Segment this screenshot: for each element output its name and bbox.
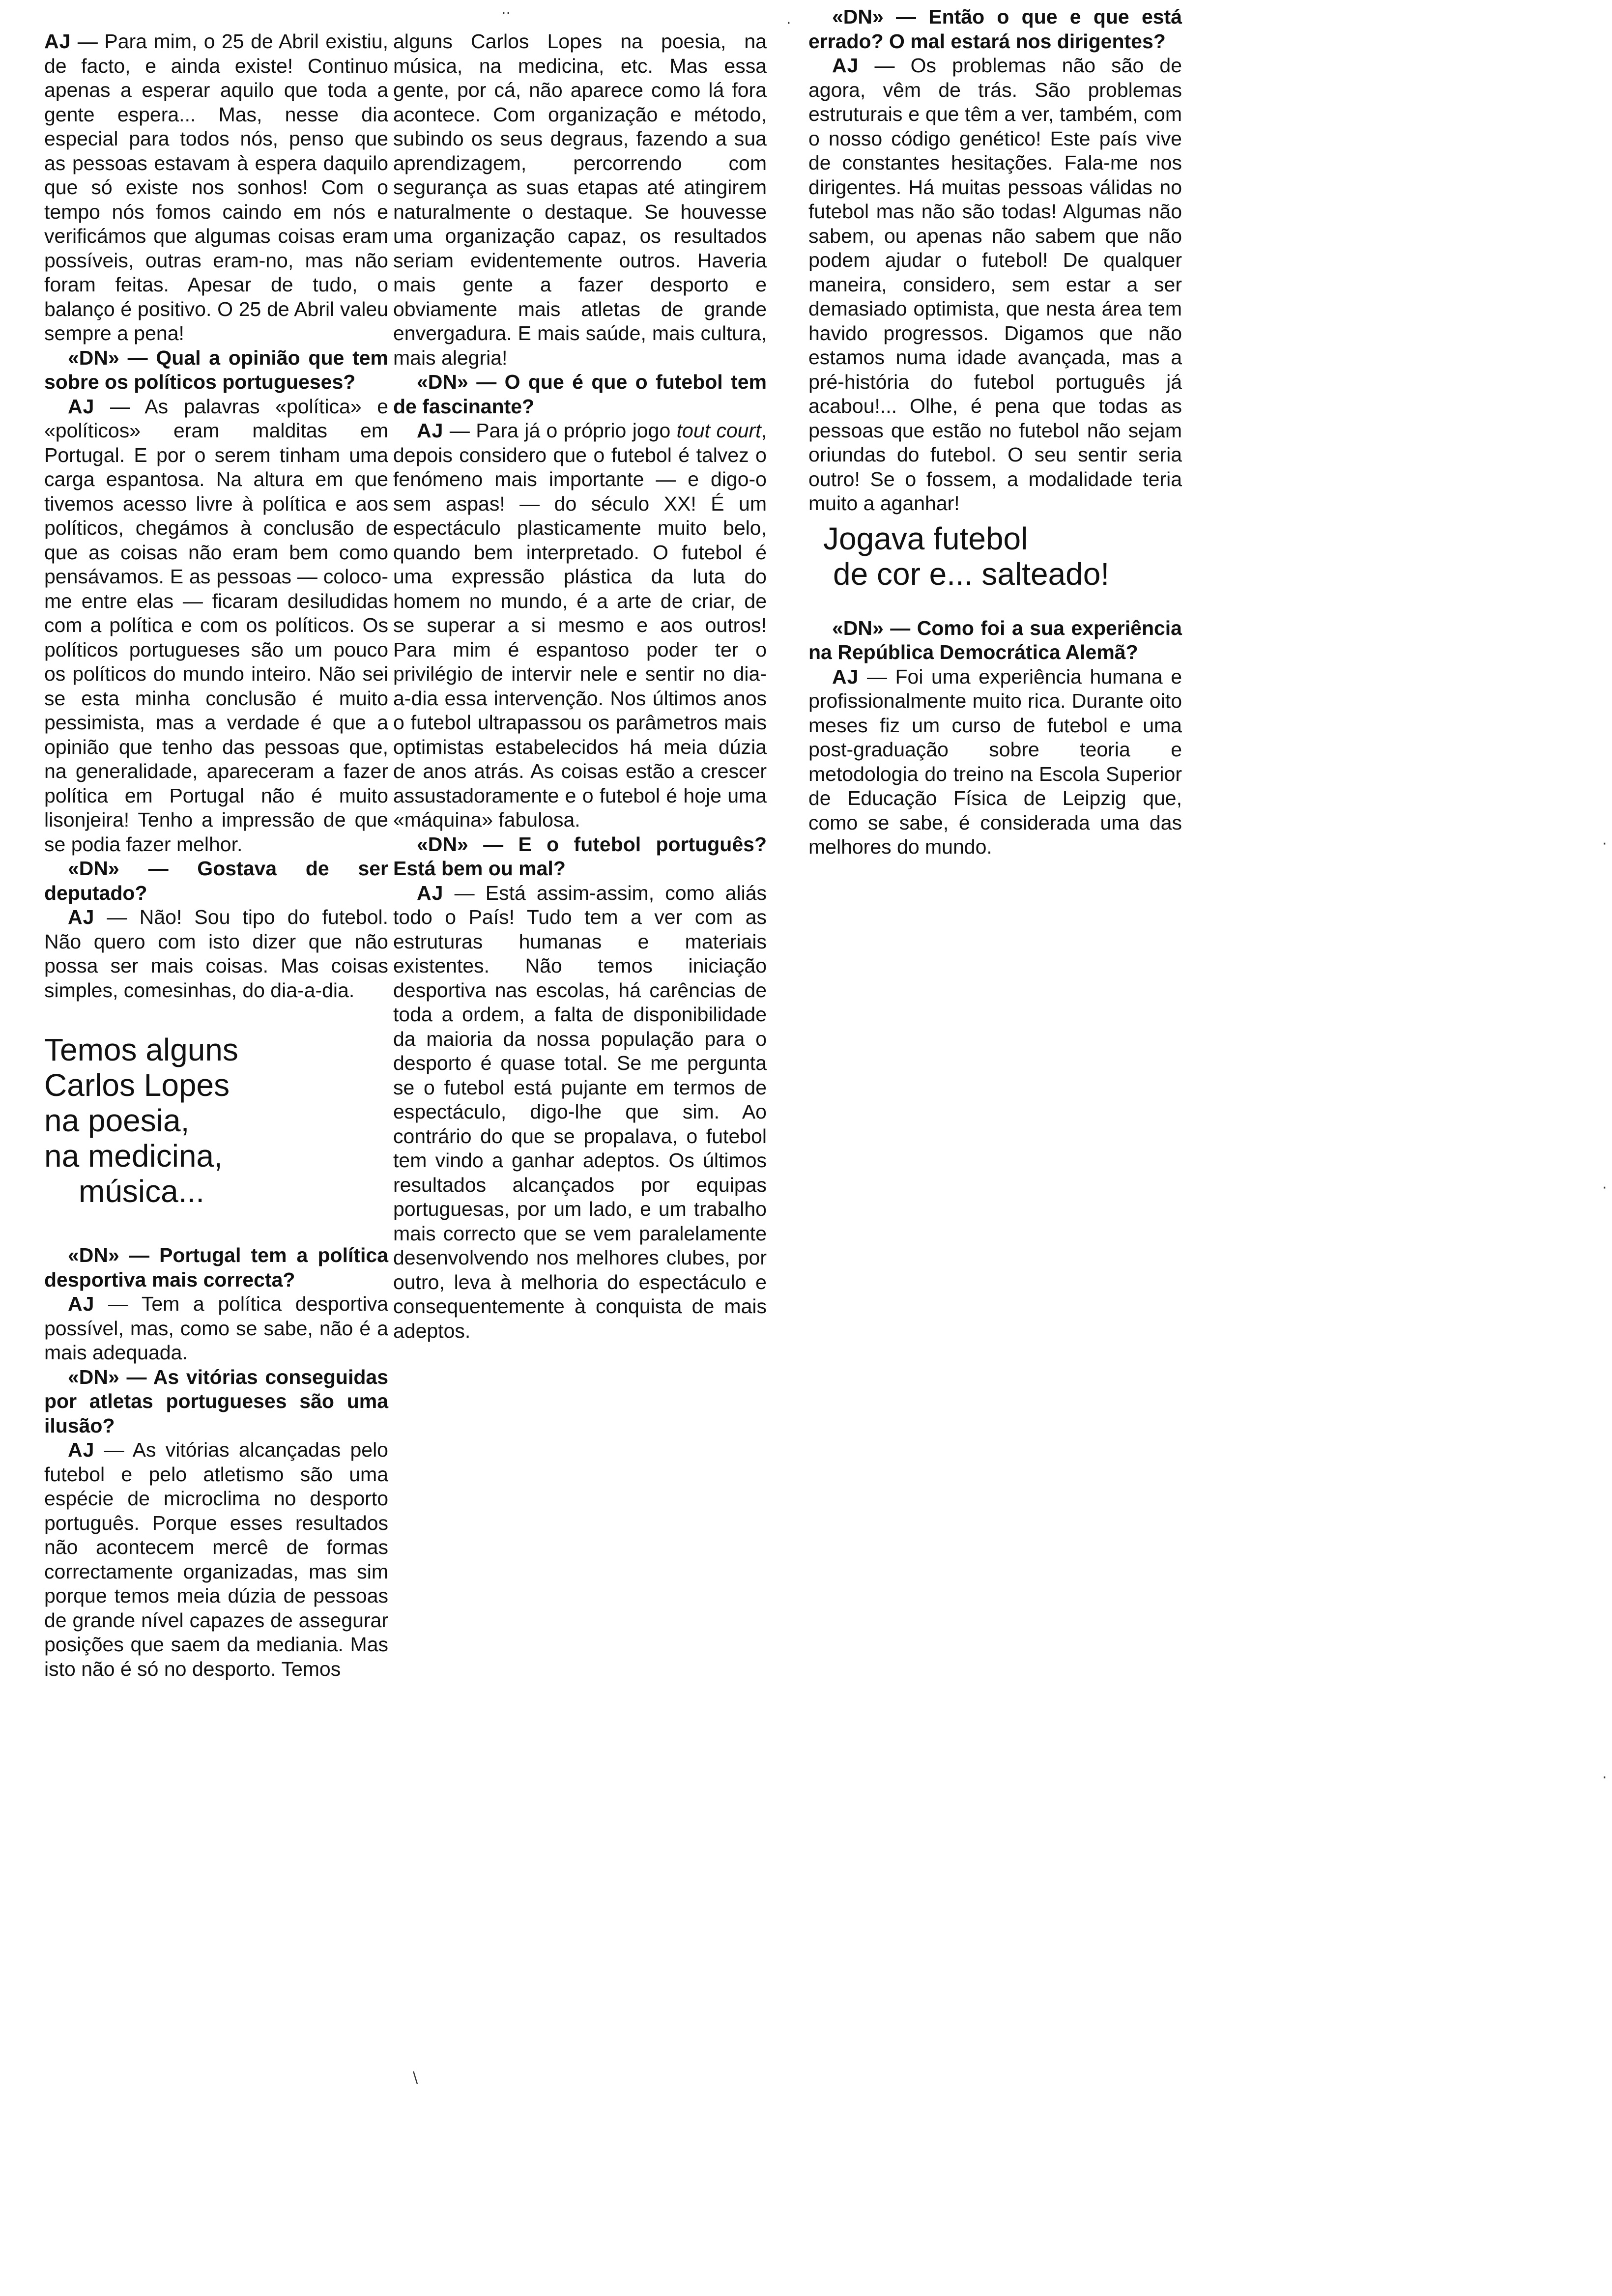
article-column-3 [808, 5, 1182, 860]
pull-quote-headline: Temos alguns Carlos Lopes na poesia, na medicina, música... [44, 1032, 238, 1209]
question-paragraph: «DN» — Gostava de ser deputado? [44, 857, 388, 904]
question-paragraph: «DN» — E o futebol português? Está bem ou mal? [393, 832, 767, 880]
scan-speck: · [786, 15, 791, 32]
question-paragraph: «DN» — As vitórias conseguidas por atletas portugueses são uma ilusão? [44, 1365, 388, 1437]
answer-paragraph: AJ — Não! Sou tipo do futebol. Não quero com isto dizer que não possa ser mais coisas. Mas coisas simples, comesinhas, do dia-a-dia. [44, 906, 388, 1002]
answer-paragraph: AJ — Está assim-assim, como aliás todo o País! Tudo tem a ver com as estruturas humanas e materiais existentes. Não temos iniciação desportiva nas escolas, há carências de toda a ordem, a falta de disponibilidade da maioria da nossa população para o desporto é quase total. Se me pergunta se o futebol está pujante em termos de espectáculo, digo-lhe que sim. Ao contrário do que se propalava, o futebol tem vindo a ganhar adeptos. Os últimos resultados alcançados por equipas portuguesas, por um lado, e um trabalho mais correcto que se vem paralelamente desenvolvendo nos melhores clubes, por outro, leva à melhoria do espectáculo e consequentemente à conquista de mais adeptos. [393, 881, 767, 1342]
answer-paragraph: AJ — Para mim, o 25 de Abril existiu, de facto, e ainda existe! Continuo apenas a esperar aquilo que toda a gente espera... Mas, nesse dia especial para todos nós, penso que as pessoas estavam à espera daquilo que só existe nos sonhos! Com o tempo nós fomos caindo em nós e verificámos que algumas coisas eram possíveis, outras eram-no, mas não foram feitas. Apesar de tudo, o balanço é positivo. O 25 de Abril valeu sempre a pena! [44, 30, 388, 344]
answer-paragraph: AJ — As vitórias alcançadas pelo futebol e pelo atletismo são uma espécie de microclima no desporto português. Porque esses resultados não acontecem mercê de formas correctamente organizadas, mas sim porque temos meia dúzia de pessoas de grande nível capazes de assegurar posições que saem da mediania. Mas isto não é só no desporto. Temos [44, 1438, 388, 1680]
scan-speck: · [1602, 1179, 1607, 1197]
scan-speck: ·· [501, 5, 511, 22]
scan-speck: · [1602, 1769, 1607, 1786]
answer-paragraph: AJ — As palavras «política» e «políticos» eram malditas em Portugal. E por o serem tinham uma carga espantosa. Na altura em que tivemos acesso livre à política e aos políticos, chegámos à conclusão de que as coisas não eram bem como pensávamos. E as pessoas — coloco-me entre elas — ficaram desiludidas com a política e com os políticos. Os políticos portugueses são um pouco os políticos do mundo inteiro. Não sei se esta minha conclusão é muito pessimista, mas a verdade é que a opinião que tenho das pessoas que, na generalidade, apareceram a fazer política em Portugal não é muito lisonjeira! Tenho a impressão de que se podia fazer melhor. [44, 395, 388, 856]
answer-paragraph: AJ — Os problemas não são de agora, vêm de trás. São problemas estruturais e que têm a ver, também, com o nosso código genético! Este país vive de constantes hesitações. Fala-me nos dirigentes. Há muitas pessoas válidas no futebol mas não são todas! Algumas não sabem, ou apenas não sabem que não podem ajudar o futebol! De qualquer maneira, considero, sem estar a ser demasiado optimista, que nesta área tem havido progressos. Digamos que não estamos numa idade avançada, mas a pré-história do futebol português já acabou!... Olhe, é pena que todas as pessoas que estão no futebol não sejam oriundas do futebol. O seu sentir seria outro! Se o fossem, a modalidade teria muito a aganhar! [808, 54, 1182, 515]
scan-speck: · [1602, 835, 1607, 853]
answer-paragraph: AJ — Para já o próprio jogo tout court, depois considero que o futebol é talvez o fenómeno mais importante — e digo-o sem aspas! — do século XX! É um espectáculo plasticamente muito belo, quando bem interpretado. O futebol é uma expressão plástica da luta do homem no mundo, é a arte de criar, de se superar a si mesmo e aos outros! Para mim é espantoso poder ter o privilégio de intervir nele e sentir no dia-a-dia essa intervenção. Nos últimos anos o futebol ultrapassou os parâmetros mais optimistas estabelecidos há meia dúzia de anos atrás. As coisas estão a crescer assustadoramente e o futebol é hoje uma «máquina» fabulosa. [393, 419, 767, 831]
article-column-1 [44, 29, 388, 1681]
question-paragraph: «DN» — Como foi a sua experiência na República Democrática Alemã? [808, 616, 1182, 663]
question-paragraph: «DN» — Portugal tem a política desportiva mais correcta? [44, 1244, 388, 1291]
pull-quote-headline: Jogava futebol de cor e... salteado! [823, 520, 1110, 592]
scan-speck: \ [413, 2069, 418, 2086]
article-column-2 [393, 29, 767, 1343]
question-paragraph: «DN» — Então o que e que está errado? O mal estará nos dirigentes? [808, 5, 1182, 53]
question-paragraph: «DN» — O que é que o futebol tem de fascinante? [393, 371, 767, 418]
question-paragraph: «DN» — Qual a opinião que tem sobre os políticos portugueses? [44, 346, 388, 393]
continued-paragraph: alguns Carlos Lopes na poesia, na música, na medicina, etc. Mas essa gente, por cá, não aparece como lá fora acontece. Com organização e método, subindo os seus degraus, fazendo a sua aprendizagem, percorrendo com segurança as suas etapas até atingirem naturalmente o destaque. Se houvesse uma organização capaz, os resultados seriam evidentemente outros. Haveria mais gente a fazer desporto e obviamente mais atletas de grande envergadura. E mais saúde, mais cultura, mais alegria! [393, 30, 767, 369]
answer-paragraph: AJ — Tem a política desportiva possível, mas, como se sabe, não é a mais adequada. [44, 1292, 388, 1364]
answer-paragraph: AJ — Foi uma experiência humana e profissionalmente muito rica. Durante oito meses fiz um curso de futebol e uma post-graduação sobre teoria e metodologia do treino na Escola Superior de Educação Física de Leipzig que, como se sabe, é considerada uma das melhores do mundo. [808, 665, 1182, 858]
